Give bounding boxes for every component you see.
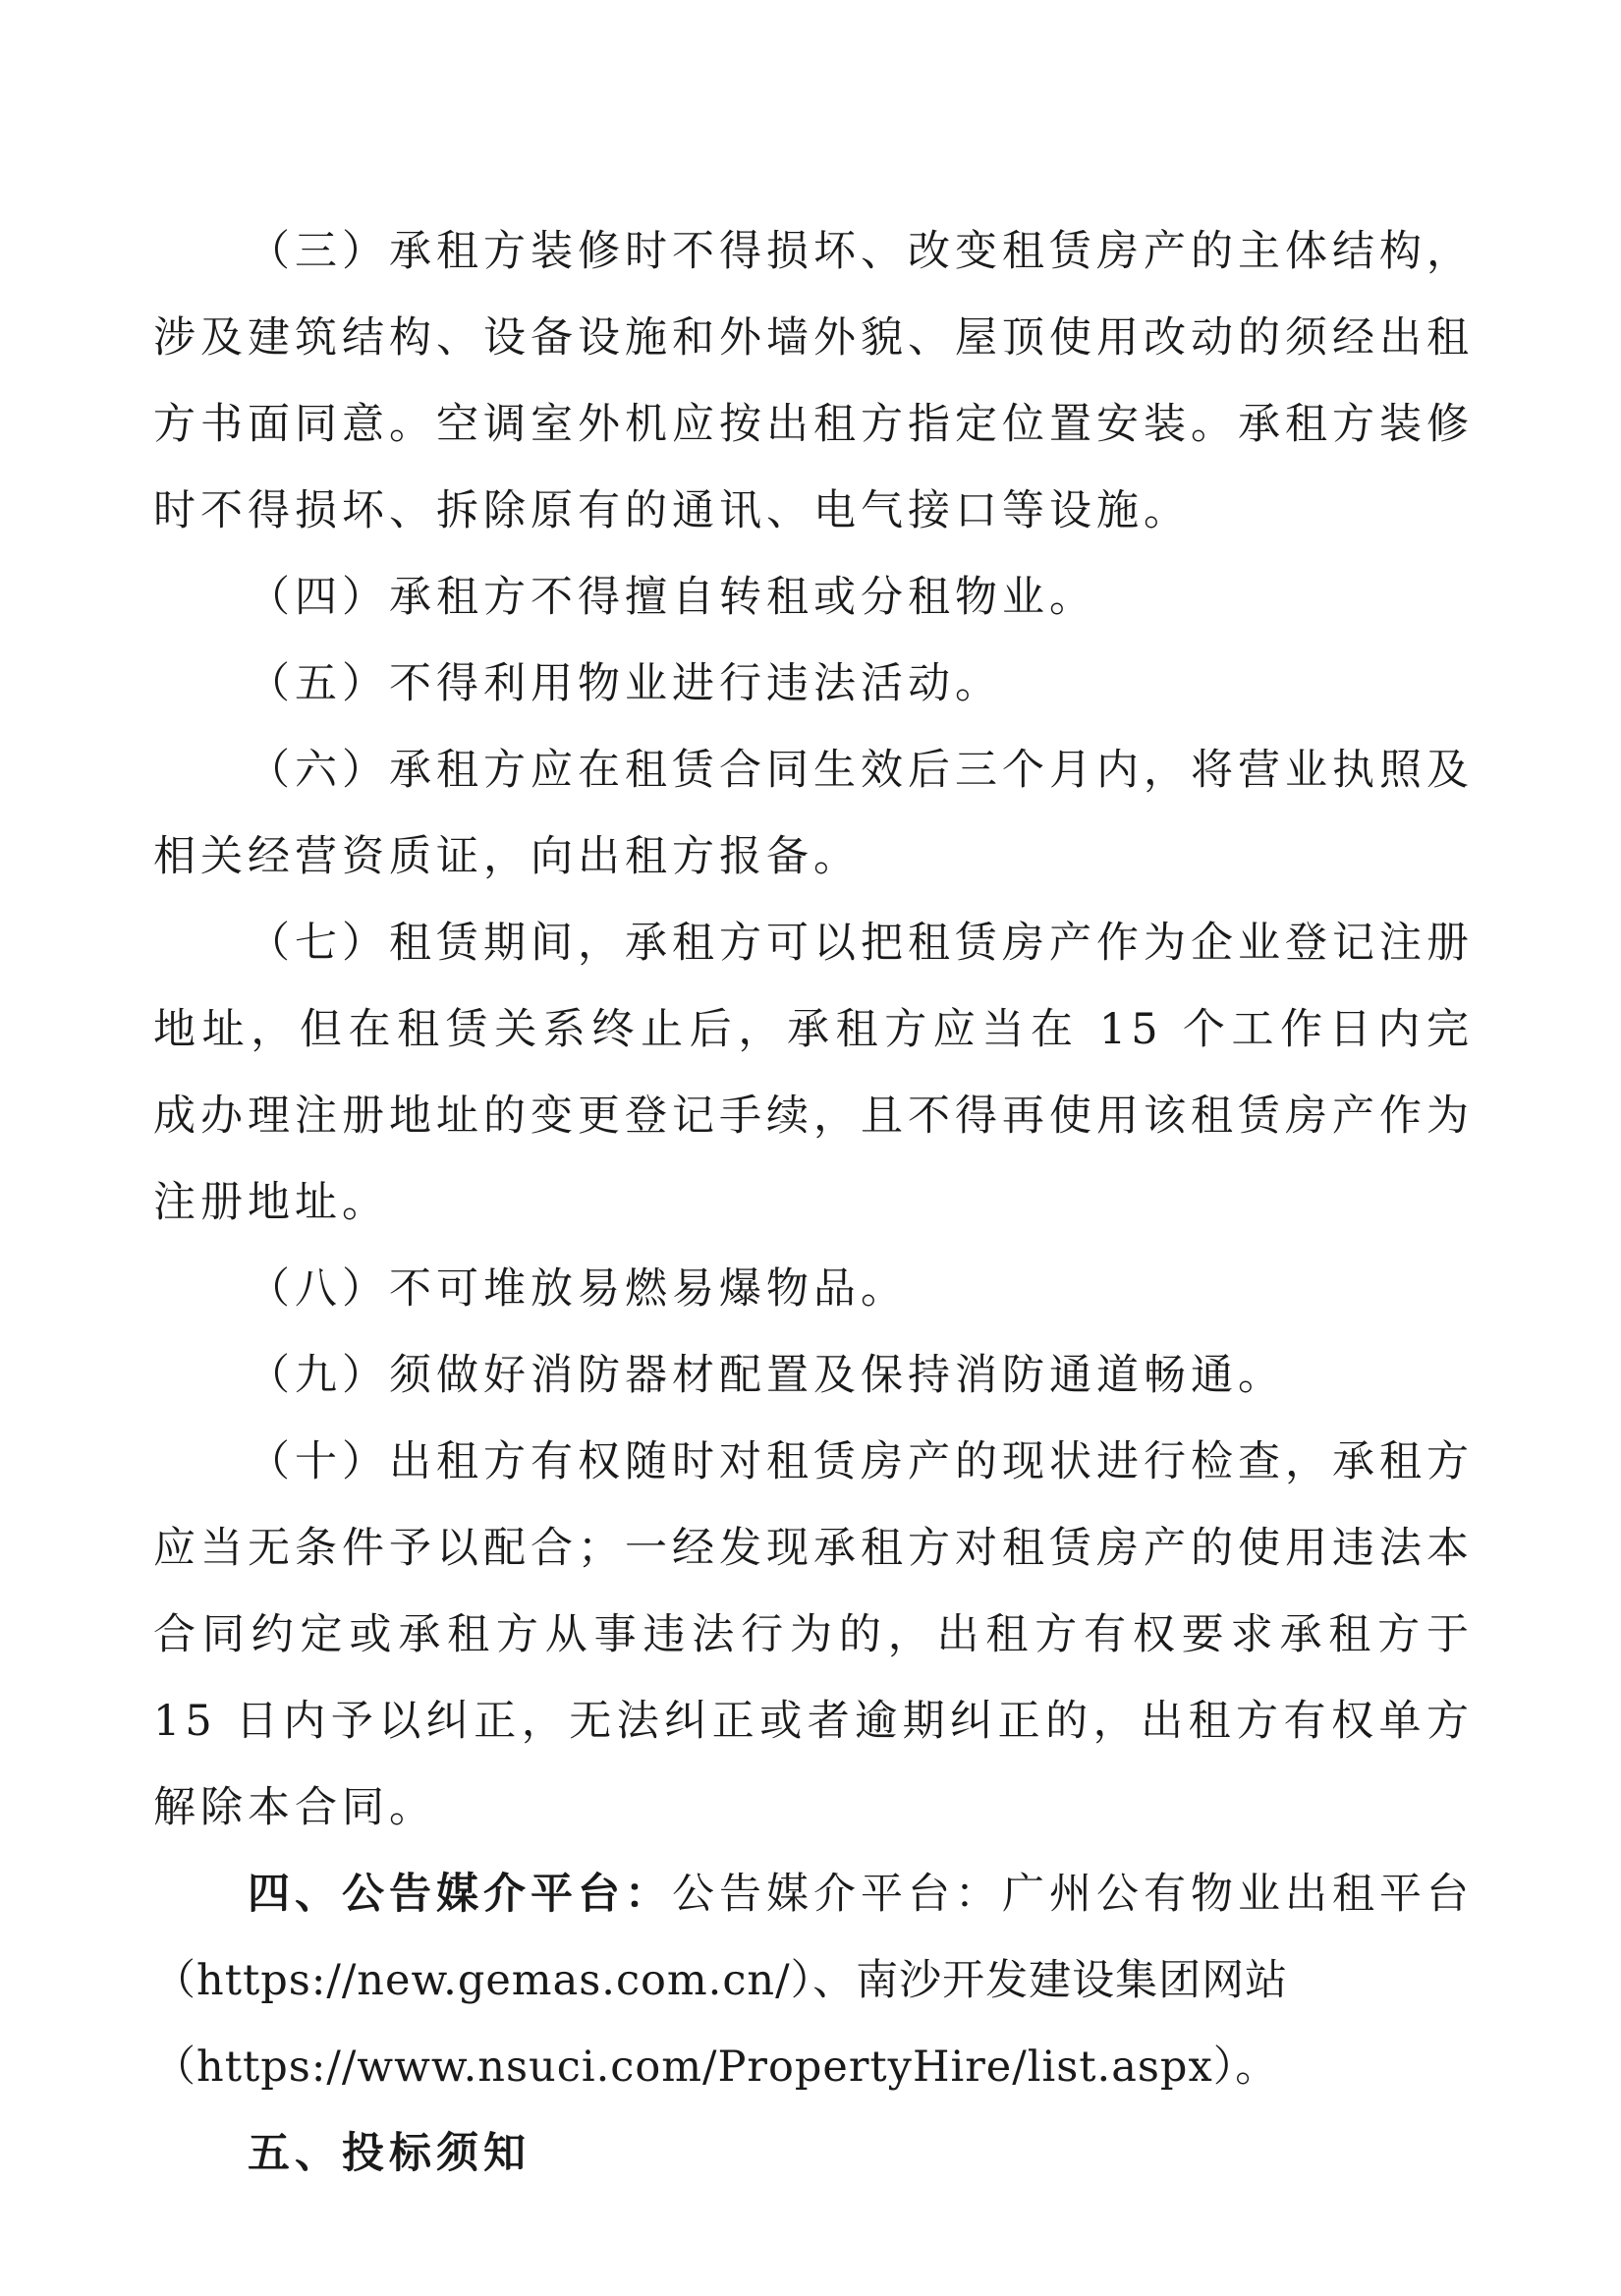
clause-10: （十）出租方有权随时对租赁房产的现状进行检查，承租方应当无条件予以配合；一经发现承租方对租赁房产的使用违法本合同约定或承租方从事违法行为的，出租方有权要求承租方于 15 日内予以纠正，无法纠正或者逾期纠正的，出租方有权单方解除本合同。 [153,1437,1474,1832]
section-4-text: 公告媒介平台：广州公有物业出租平台 [672,1870,1474,1919]
section-4-url-line-2: （https://www.nsuci.com/PropertyHire/list.aspx）。 [153,2043,1279,2092]
section-4-url-line-1: （https://new.gemas.com.cn/）、南沙开发建设集团网站 [153,1956,1289,2005]
clause-6: （六）承租方应在租赁合同生效后三个月内，将营业执照及相关经营资质证，向出租方报备。 [153,746,1474,881]
clause-9: （九）须做好消防器材配置及保持消防通道畅通。 [248,1351,1285,1400]
clause-3: （三）承租方装修时不得损坏、改变租赁房产的主体结构，涉及建筑结构、设备设施和外墙外貌、屋顶使用改动的须经出租方书面同意。空调室外机应按出租方指定位置安装。承租方装修时不得损坏、拆除原有的通讯、电气接口等设施。 [153,227,1474,535]
clause-8: （八）不可堆放易燃易爆物品。 [248,1264,908,1314]
section-5-heading: 五、投标须知 [248,2129,531,2178]
section-4-heading: 四、公告媒介平台： [248,1870,672,1919]
clause-7: （七）租赁期间，承租方可以把租赁房产作为企业登记注册地址，但在租赁关系终止后，承租方应当在 15 个工作日内完成办理注册地址的变更登记手续，且不得再使用该租赁房产作为注册地址。 [153,919,1474,1227]
section-4-paragraph [153,1851,1474,1937]
clause-4: （四）承租方不得擅自转租或分租物业。 [248,573,1096,622]
clause-5: （五）不得利用物业进行违法活动。 [248,659,1002,708]
